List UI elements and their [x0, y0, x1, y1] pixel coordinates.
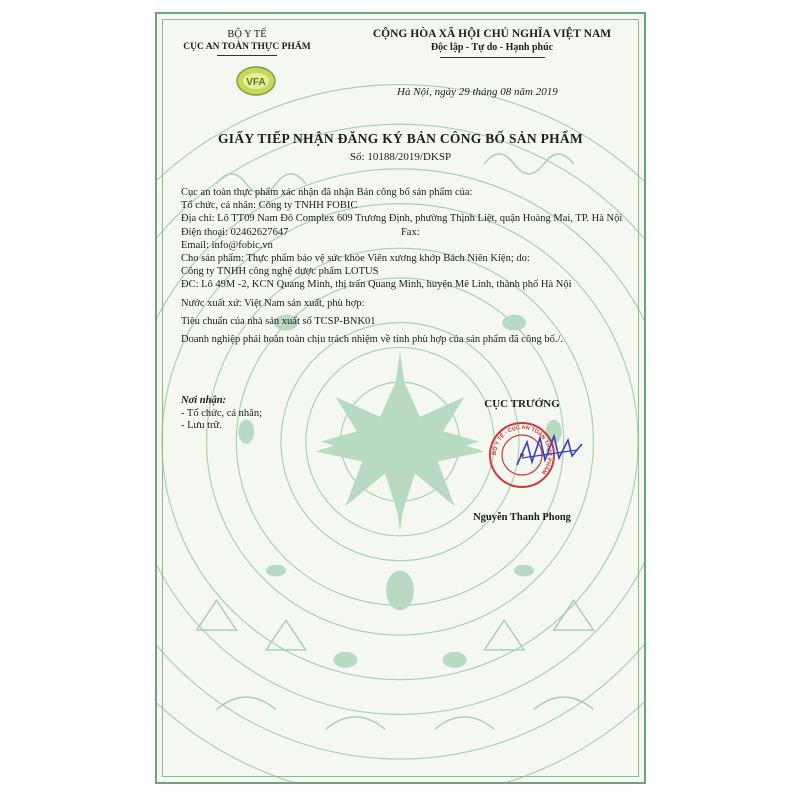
signer-name: Nguyễn Thanh Phong [473, 512, 571, 523]
agency-underline [217, 55, 277, 56]
fax-line: Fax: [400, 226, 420, 238]
product-line: Cho sản phẩm: Thực phẩm bảo vệ sức khỏe Viên xương khớp Bách Niên Kiện; do: [181, 253, 530, 265]
ministry-name: BỘ Y TẾ [227, 29, 267, 40]
address-line: Địa chỉ: Lô TT09 Nam Đô Complex 609 Trương Định, phường Thịnh Liệt, quận Hoàng Mai, TP. Hà Nội [181, 213, 623, 225]
responsibility-line: Doanh nghiệp phải hoàn toàn chịu trách nhiệm về tính phù hợp của sản phẩm đã công bố./. [181, 334, 563, 346]
origin-line: Nước xuất xứ: Việt Nam sản xuất, phù hợp: [181, 297, 365, 309]
header-right [347, 28, 637, 54]
stamp-text: BỘ Y TẾ - CỤC AN TOÀN THỰC PHẨM [491, 424, 553, 475]
document-number: Số: 10188/2019/DKSP [349, 151, 452, 163]
manufacturer-line: Công ty TNHH công nghệ dược phẩm LOTUS [181, 266, 379, 278]
standard-line: Tiêu chuẩn của nhà sản xuất số TCSP-BNK01 [181, 315, 376, 327]
email-line: Email: info@fobic.vn [181, 239, 273, 251]
manufacturer-address-line: ĐC: Lô 49M -2, KCN Quang Minh, thị trấn Quang Minh, huyện Mê Linh, thành phố Hà Nội [181, 279, 572, 291]
nation-name: CỘNG HÒA XÃ HỘI CHỦ NGHĨA VIỆT NAM [372, 28, 612, 40]
issue-date: Hà Nội, ngày 29 tháng 08 năm 2019 [397, 86, 558, 98]
recipient-item: - Tổ chức, cá nhân; [181, 407, 263, 419]
vfa-logo [235, 64, 277, 98]
organization-line: Tổ chức, cá nhân: Công ty TNHH FOBIC [181, 200, 358, 212]
contact-line [181, 226, 626, 239]
recipient-item: - Lưu trữ. [181, 420, 222, 431]
recipients-block [181, 395, 262, 433]
header-left [172, 28, 322, 54]
signer-title: CỤC TRƯỞNG [484, 398, 560, 410]
phone-line: Điện thoại: 02462627647 [181, 226, 289, 238]
intro-line: Cục an toàn thực phẩm xác nhận đã nhận Bản công bố sản phẩm của: [181, 187, 473, 198]
certificate-document [155, 12, 646, 784]
agency-name: CỤC AN TOÀN THỰC PHẨM [183, 42, 311, 52]
logo-text: VFA [246, 77, 266, 88]
motto-underline [440, 57, 545, 58]
document-body [181, 186, 626, 346]
recipients-label: Nơi nhận: [181, 395, 227, 406]
national-motto: Độc lập - Tự do - Hạnh phúc [430, 42, 554, 53]
document-title: GIẤY TIẾP NHẬN ĐĂNG KÝ BẢN CÔNG BỐ SẢN PHẨM [217, 131, 584, 146]
signature [512, 430, 587, 480]
